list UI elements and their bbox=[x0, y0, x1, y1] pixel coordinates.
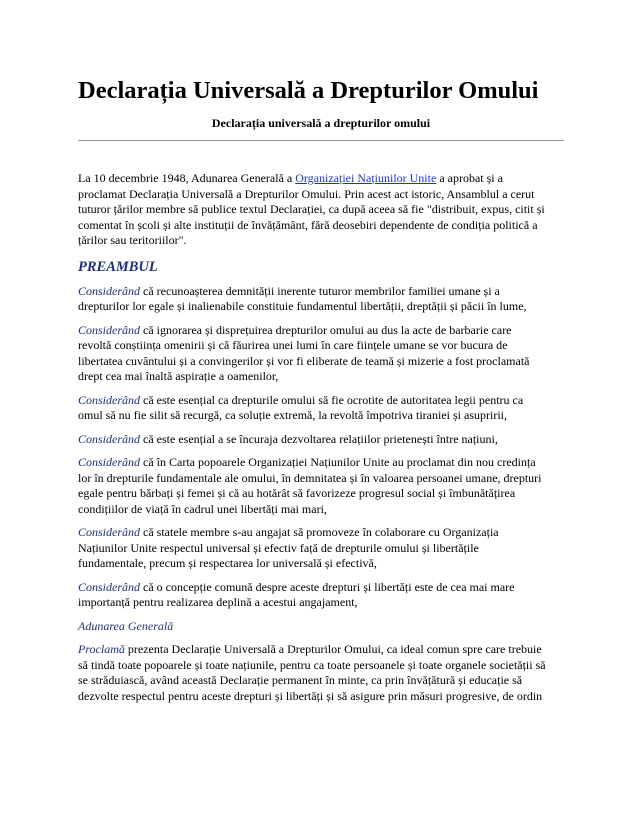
paragraph-text: că o concepție comună despre aceste drepturi și libertăți este de cea mai mare bbox=[140, 579, 515, 594]
title-divider bbox=[78, 140, 564, 141]
intro-text: La 10 decembrie 1948, Adunarea Generală a bbox=[78, 171, 296, 185]
paragraph-line bbox=[78, 525, 564, 541]
preamble-heading: PREAMBUL bbox=[78, 258, 158, 275]
considerand-lead: Considerând bbox=[78, 283, 141, 298]
assembly-label: Adunarea Generală bbox=[78, 618, 174, 633]
considerand-lead: Considerând bbox=[78, 455, 141, 469]
paragraph-text: că recunoașterea demnității inerente tuturor membrilor familiei umane și a bbox=[140, 283, 500, 298]
intro-line bbox=[78, 171, 564, 187]
considerand-lead: Considerând bbox=[78, 392, 141, 407]
intro-line: comentat în școli și alte instituții de învățământ, fără deosebiri dependente de condiția politică a bbox=[78, 217, 538, 232]
paragraph-line: lor în drepturile fundamentale ale omului, în demnitatea și în valoarea persoanei umane, drepturi bbox=[78, 470, 542, 485]
considerand-lead: Considerând bbox=[78, 579, 141, 594]
paragraph-text: că statele membre s-au angajat să promoveze în colaborare cu Organizația bbox=[140, 525, 499, 539]
proclaim-paragraph bbox=[78, 642, 564, 704]
paragraph-line bbox=[78, 393, 564, 409]
paragraph-line bbox=[78, 580, 564, 596]
preamble-paragraph bbox=[78, 284, 564, 315]
paragraph-line: dezvolte respectul pentru aceste drepturi și libertăți și să asigure prin măsuri progresive, de ordin bbox=[78, 688, 543, 703]
preamble-paragraph bbox=[78, 432, 564, 448]
intro-paragraph bbox=[78, 171, 564, 249]
paragraph-line: fundamentale, precum și respectarea lor universală și efectivă, bbox=[78, 556, 377, 570]
preamble-paragraph bbox=[78, 580, 564, 611]
paragraph-line: revoltă conștiința omenirii și că făurirea unei lumi în care ființele umane se vor bucura de bbox=[78, 338, 508, 352]
paragraph-line bbox=[78, 323, 564, 339]
intro-text: a aprobat și a bbox=[436, 171, 503, 185]
preamble-paragraph bbox=[78, 525, 564, 572]
proclaim-lead: Proclamă bbox=[78, 642, 125, 656]
intro-line: țărilor sau teritoriilor". bbox=[78, 233, 187, 247]
paragraph-line: drepturilor lor egale și inalienabile constituie fundamentul libertății, dreptății și păcii în lume, bbox=[78, 299, 527, 313]
paragraph-text: prezenta Declarație Universală a Drepturilor Omului, ca ideal comun spre care trebuie bbox=[124, 642, 542, 656]
assembly-line bbox=[78, 619, 564, 635]
paragraph-line: drept cea mai înaltă aspirație a oamenilor, bbox=[78, 369, 279, 383]
considerand-lead: Considerând bbox=[78, 525, 141, 539]
document-subtitle: Declarația universală a drepturilor omului bbox=[211, 116, 431, 130]
considerand-lead: Considerând bbox=[78, 322, 141, 337]
paragraph-line bbox=[78, 284, 564, 300]
paragraph-line bbox=[78, 432, 564, 448]
paragraph-line: se străduiască, având această Declarație permanent în minte, ca prin învățătură și educație să bbox=[78, 673, 523, 687]
paragraph-line: Națiunilor Unite respectul universal și efectiv față de drepturile omului și libertățile bbox=[78, 540, 479, 555]
paragraph-line: să tindă toate popoarele și toate națiunile, pentru ca toate persoanele și toate organele societății să bbox=[78, 657, 546, 672]
paragraph-line: importanță pentru realizarea deplină a acestui angajament, bbox=[78, 595, 358, 609]
considerand-lead: Considerând bbox=[78, 431, 141, 446]
paragraph-text: că este esențial a se încuraja dezvoltarea relațiilor prietenești între națiuni, bbox=[140, 431, 498, 446]
preamble-paragraph bbox=[78, 455, 564, 517]
paragraph-line: libertatea cuvântului și a convingerilor și vor fi eliberate de teamă și mizerie a fost proclamată bbox=[78, 353, 530, 368]
paragraph-text: că ignorarea și disprețuirea drepturilor omului au dus la acte de barbarie care bbox=[140, 322, 512, 337]
un-link[interactable]: Organizației Națiunilor Unite bbox=[295, 171, 437, 185]
preamble-paragraphs bbox=[78, 284, 564, 611]
paragraph-line: omul să nu fie silit să recurgă, ca soluție extremă, la revoltă împotriva tiraniei și asupririi, bbox=[78, 408, 507, 422]
paragraph-text: că este esențial ca drepturile omului să fie ocrotite de autoritatea legii pentru ca bbox=[140, 392, 524, 407]
preamble-paragraph bbox=[78, 323, 564, 385]
intro-line: proclamat Declarația Universală a Drepturilor Omului. Prin acest act istoric, Ansamblul a cerut bbox=[78, 186, 535, 201]
preamble-paragraph bbox=[78, 393, 564, 424]
paragraph-line: condițiilor de viață în cadrul unei libertăți mai mari, bbox=[78, 501, 327, 516]
paragraph-text: că în Carta popoarele Organizației Națiunilor Unite au proclamat din nou credința bbox=[140, 455, 536, 469]
paragraph-line: egale pentru bărbați și femei și că au hotărât să favorizeze progresul social și îmbunătățirea bbox=[78, 486, 516, 500]
paragraph-line bbox=[78, 642, 564, 658]
paragraph-line bbox=[78, 455, 564, 471]
document-title: Declarația Universală a Drepturilor Omului bbox=[78, 77, 539, 104]
intro-line: tuturor țărilor membre să publice textul Declarației, ca după aceea să fie "distribuit, expus, citit și bbox=[78, 202, 545, 216]
